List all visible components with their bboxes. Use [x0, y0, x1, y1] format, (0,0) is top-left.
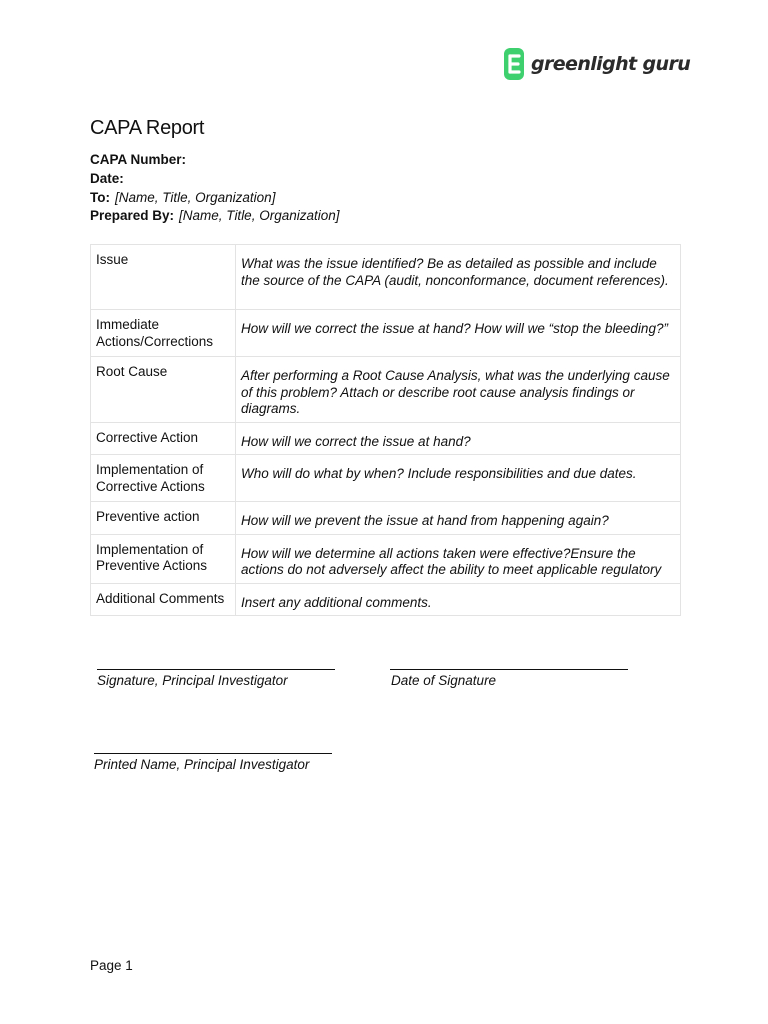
printed-name-line[interactable]: [94, 753, 332, 754]
row-label: Corrective Action: [91, 422, 236, 455]
field-label: To:: [90, 190, 110, 205]
greenlight-guru-logo: [503, 47, 690, 81]
row-label: Implementation of Corrective Actions: [91, 455, 236, 502]
greenlight-guru-mark-icon: [503, 47, 525, 81]
table-row-preventive-action: [91, 502, 681, 535]
row-description[interactable]: Who will do what by when? Include responsibilities and due dates.: [236, 455, 681, 502]
table-row-issue: [91, 245, 681, 310]
field-value: [Name, Title, Organization]: [179, 208, 340, 223]
date-of-signature-label: Date of Signature: [391, 673, 497, 688]
signature-line[interactable]: [97, 669, 335, 670]
row-description[interactable]: How will we determine all actions taken were effective?Ensure the actions do not adversely affect the ability to meet applicable regulatory: [236, 534, 681, 583]
signature-label: Signature, Principal Investigator: [97, 673, 288, 688]
row-description[interactable]: How will we correct the issue at hand? How will we “stop the bleeding?”: [236, 310, 681, 357]
field-label: Date:: [90, 171, 124, 186]
table-row-implementation-corrective: [91, 455, 681, 502]
table-row-root-cause: [91, 357, 681, 423]
page-title: CAPA Report: [90, 117, 205, 139]
capa-table: [90, 244, 681, 616]
row-label: Immediate Actions/Corrections: [91, 310, 236, 357]
row-label: Issue: [91, 245, 236, 310]
table-row-immediate-actions: [91, 310, 681, 357]
date-of-signature-line[interactable]: [390, 669, 628, 670]
field-label: Prepared By:: [90, 208, 175, 223]
table-row-corrective-action: [91, 422, 681, 455]
page-number: Page 1: [90, 958, 133, 973]
logo-wordmark: greenlight guru: [531, 53, 691, 75]
printed-name-label: Printed Name, Principal Investigator: [94, 757, 310, 772]
table-row-implementation-preventive: [91, 534, 681, 583]
row-description[interactable]: Insert any additional comments.: [236, 583, 681, 616]
row-description[interactable]: How will we correct the issue at hand?: [236, 422, 681, 455]
row-label: Implementation of Preventive Actions: [91, 534, 236, 583]
prepared-by-field: [90, 208, 340, 223]
date-field: [90, 171, 124, 186]
row-label: Preventive action: [91, 502, 236, 535]
table-row-additional-comments: [91, 583, 681, 616]
capa-number-field: [90, 152, 186, 167]
row-description[interactable]: How will we prevent the issue at hand from happening again?: [236, 502, 681, 535]
field-label: CAPA Number:: [90, 152, 187, 167]
row-description[interactable]: What was the issue identified? Be as detailed as possible and include the source of the CAPA (audit, nonconformance, document references).: [236, 245, 681, 310]
row-description[interactable]: After performing a Root Cause Analysis, what was the underlying cause of this problem? Attach or describe root cause analysis findings or diagrams.: [236, 357, 681, 423]
field-value: [Name, Title, Organization]: [115, 190, 276, 205]
to-field: [90, 190, 275, 205]
row-label: Additional Comments: [91, 583, 236, 616]
row-label: Root Cause: [91, 357, 236, 423]
